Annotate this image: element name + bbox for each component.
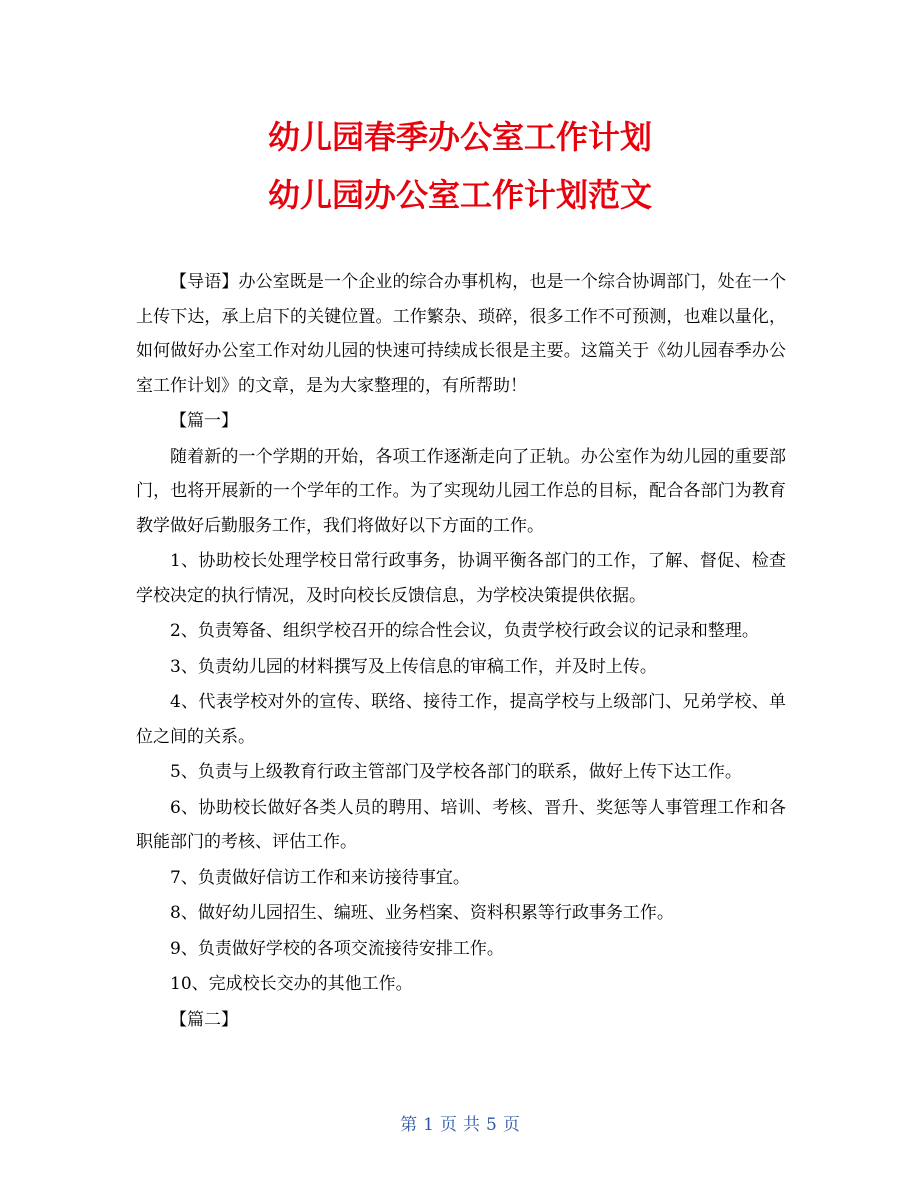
section-heading-2: 【篇二】: [170, 1009, 238, 1030]
list-item: 4、代表学校对外的宣传、联络、接待工作，提高学校与上级部门、兄弟学校、单位之间的关系。: [136, 692, 786, 747]
section-heading-1: 【篇一】: [170, 411, 238, 431]
section-1-intro: 随着新的一个学期的开始，各项工作逐渐走向了正轨。办公室作为幼儿园的重要部门，也将开展新的一个学年的工作。为了实现幼儿园工作总的目标，配合各部门为教育教学做好后勤服务工作，我们将做好以下方面的工作。: [136, 446, 786, 536]
document-body: [136, 265, 786, 1037]
footer-word-ye: 页: [440, 1115, 457, 1135]
list-item: 5、负责与上级教育行政主管部门及学校各部门的联系，做好上传下达工作。: [170, 762, 742, 782]
list-item: 6、协助校长做好各类人员的聘用、培训、考核、晋升、奖惩等人事管理工作和各职能部门的考核、评估工作。: [136, 797, 786, 852]
footer-word-gong: 共: [463, 1115, 480, 1135]
list-item: 3、负责幼儿园的材料撰写及上传信息的审稿工作，并及时上传。: [170, 656, 657, 677]
page-number: 1: [423, 1115, 434, 1135]
list-item: 1、协助校长处理学校日常行政事务，协调平衡各部门的工作，了解、督促、检查学校决定的执行情况，及时向校长反馈信息，为学校决策提供依据。: [136, 551, 786, 606]
list-item: 2、负责筹备、组织学校召开的综合性会议，负责学校行政会议的记录和整理。: [170, 621, 759, 641]
footer-word-di: 第: [400, 1115, 418, 1135]
intro-paragraph: 【导语】办公室既是一个企业的综合办事机构，也是一个综合协调部门，处在一个上传下达，承上启下的关键位置。工作繁杂、琐碎，很多工作不可预测，也难以量化，如何做好办公室工作对幼儿园的快速可持续成长很是主要。这篇关于《幼儿园春季办公室工作计划》的文章，是为大家整理的，有所帮助！: [136, 272, 786, 396]
list-item: 9、负责做好学校的各项交流接待安排工作。: [170, 938, 504, 959]
document-subtitle: 幼儿园办公室工作计划范文: [267, 176, 652, 214]
footer-word-ye2: 页: [502, 1115, 520, 1135]
page-footer: [0, 1112, 920, 1138]
list-item: 10、完成校长交办的其他工作。: [170, 974, 413, 994]
total-pages: 5: [486, 1115, 497, 1135]
list-item: 8、做好幼儿园招生、编班、业务档案、资料积累等行政事务工作。: [170, 903, 674, 923]
list-item: 7、负责做好信访工作和来访接待事宜。: [170, 867, 470, 888]
document-title: 幼儿园春季办公室工作计划: [267, 118, 652, 156]
